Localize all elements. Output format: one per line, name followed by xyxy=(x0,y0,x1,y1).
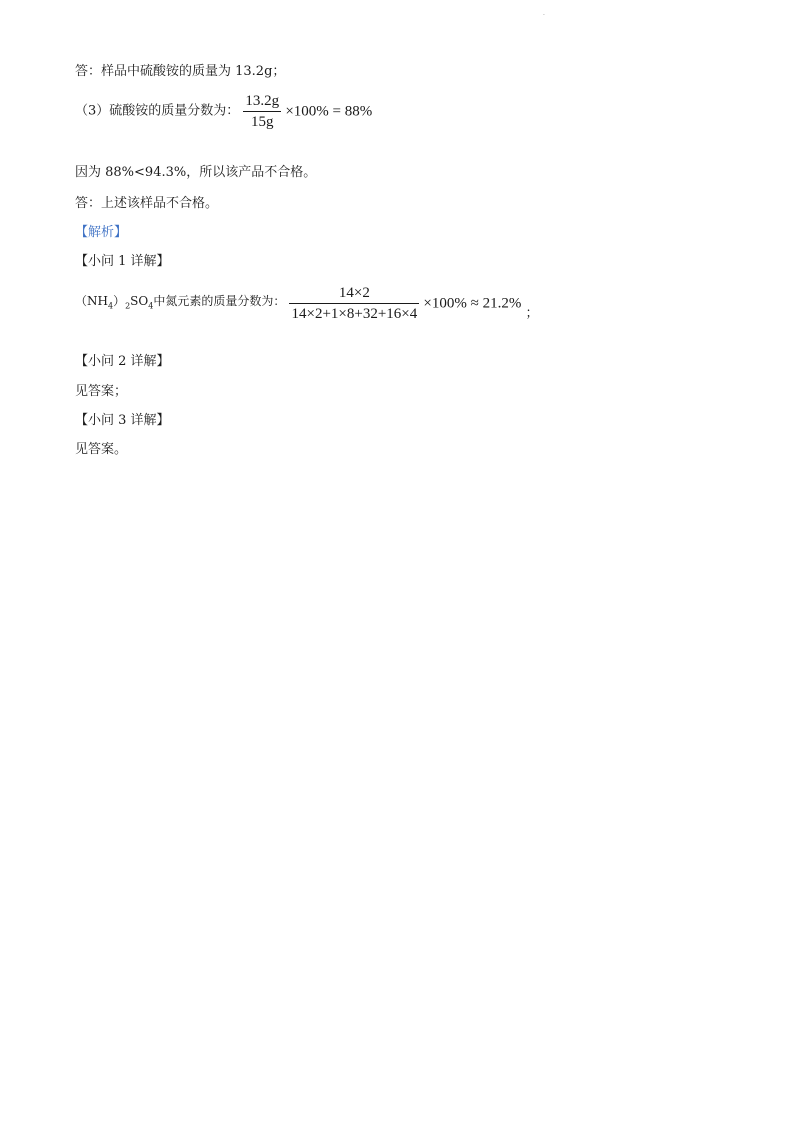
q2-body: 见答案； xyxy=(75,384,128,399)
q1-result: ×100% ≈ 21.2% xyxy=(423,295,522,312)
q1-denominator: 14×2+1×8+32+16×4 xyxy=(291,306,418,323)
part3-result: ×100% = 88% xyxy=(285,103,373,120)
q3-heading: 【小问 3 详解】 xyxy=(75,413,170,428)
q1-fraction xyxy=(289,283,419,324)
part3-equation xyxy=(75,91,372,132)
part3-fraction xyxy=(243,91,281,132)
analysis-heading: 【解析】 xyxy=(75,225,128,240)
part3-numerator: 13.2g xyxy=(243,91,281,112)
header-mark: · xyxy=(543,12,545,19)
q1-heading: 【小问 1 详解】 xyxy=(75,254,170,269)
part3-denominator: 15g xyxy=(251,114,274,130)
because-line: 因为 88%<94.3%，所以该产品不合格。 xyxy=(75,165,317,180)
q1-formula: $(NH_4)_2SO_4$中氮元素的质量分数为： xyxy=(75,294,286,311)
q1-equation xyxy=(75,281,538,334)
q1-end-punct: ； xyxy=(525,306,539,322)
answer-mass: 答：样品中硫酸铵的质量为 13.2g； xyxy=(75,64,286,79)
answer-unqualified: 答：上述该样品不合格。 xyxy=(75,196,219,211)
part3-label: （3）硫酸铵的质量分数为： xyxy=(75,103,240,119)
q3-body: 见答案。 xyxy=(75,442,128,457)
q2-heading: 【小问 2 详解】 xyxy=(75,354,170,369)
q1-numerator: 14×2 xyxy=(289,283,419,304)
